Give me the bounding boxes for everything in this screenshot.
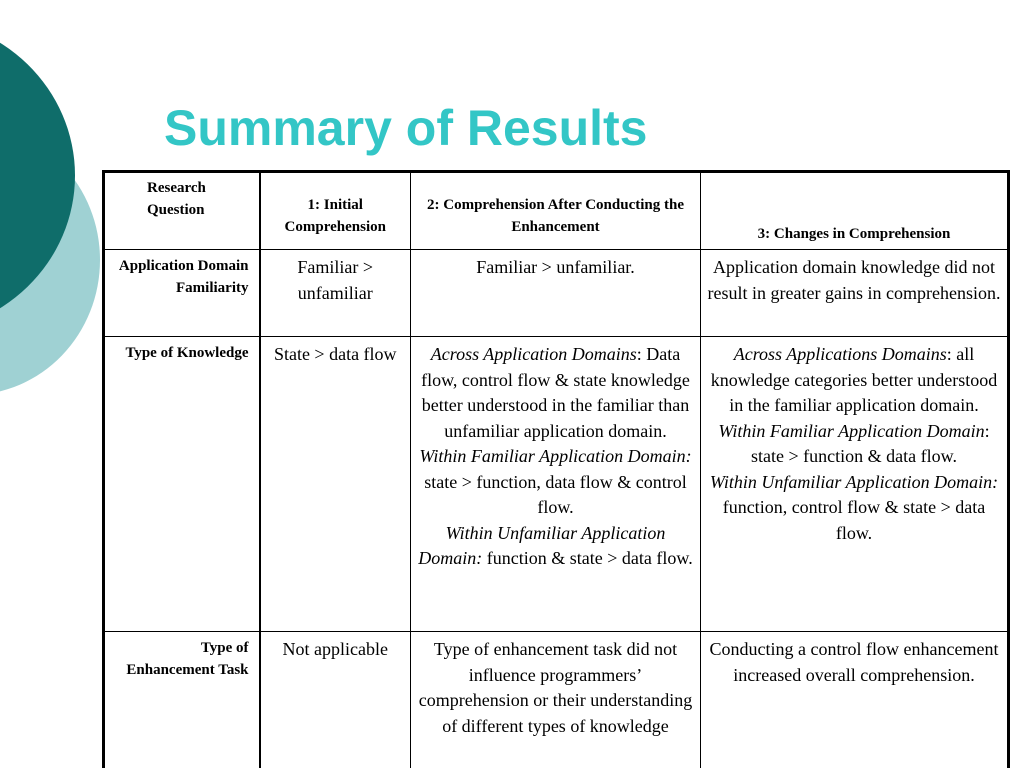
row-question-type-of-knowledge: Type of Knowledge <box>104 337 260 632</box>
cell-changes <box>701 337 1009 632</box>
label-across-domains: Across Application Domains <box>430 344 637 364</box>
cell-initial: Not applicable <box>260 632 411 768</box>
header-initial-comprehension: 1: Initial Comprehension <box>260 172 411 250</box>
cell-after <box>411 337 701 632</box>
table-header-row <box>104 172 1009 250</box>
text-across-domains: : all knowledge categories better understood in the familiar application domain. <box>710 344 998 415</box>
label-across-domains: Across Applications Domains <box>733 344 947 364</box>
label-within-familiar: Within Familiar Application Domain: <box>419 446 692 466</box>
text-within-familiar: : state > function & data flow. <box>751 420 990 466</box>
label-within-unfamiliar: Within Unfamiliar Application Domain: <box>709 471 999 492</box>
paragraph-across-domains <box>417 342 694 444</box>
text-within-unfamiliar: function & state > data flow. <box>482 548 693 568</box>
table-row <box>104 250 1009 337</box>
cell-changes: Application domain knowledge did not result in greater gains in comprehension. <box>701 250 1009 337</box>
header-changes-in-comprehension: 3: Changes in Comprehension <box>701 172 1009 250</box>
table-row <box>104 632 1009 768</box>
paragraph-within-familiar <box>417 444 694 521</box>
results-table <box>102 170 1010 768</box>
cell-initial: Familiar > unfamiliar <box>260 250 411 337</box>
text-across-domains: : Data flow, control flow & state knowledge better understood in the familiar than unfamiliar application domain. <box>421 344 690 441</box>
paragraph-within-familiar <box>707 419 1001 470</box>
cell-after: Type of enhancement task did not influence programmers’ comprehension or their understanding of different types of knowledge <box>411 632 701 768</box>
table-row <box>104 337 1009 632</box>
cell-after: Familiar > unfamiliar. <box>411 250 701 337</box>
cell-initial: State > data flow <box>260 337 411 632</box>
text-within-familiar: state > function, data flow & control flow. <box>424 471 687 517</box>
label-within-familiar: Within Familiar Application Domain <box>718 420 985 441</box>
slide-title: Summary of Results <box>164 100 648 156</box>
row-question-domain-familiarity: Application Domain Familiarity <box>104 250 260 337</box>
paragraph-within-unfamiliar <box>707 470 1001 547</box>
row-question-enhancement-task: Type of Enhancement Task <box>104 632 260 768</box>
label-within-unfamiliar: Within Unfamiliar Application Domain: <box>418 522 666 568</box>
text-within-unfamiliar: function, control flow & state > data flow. <box>722 497 986 543</box>
header-comprehension-after: 2: Comprehension After Conducting the Enhancement <box>411 172 701 250</box>
paragraph-within-unfamiliar <box>417 521 694 572</box>
paragraph-across-domains <box>707 342 1001 419</box>
cell-changes: Conducting a control flow enhancement increased overall comprehension. <box>701 632 1009 768</box>
header-research-question: Research Question <box>104 172 260 250</box>
